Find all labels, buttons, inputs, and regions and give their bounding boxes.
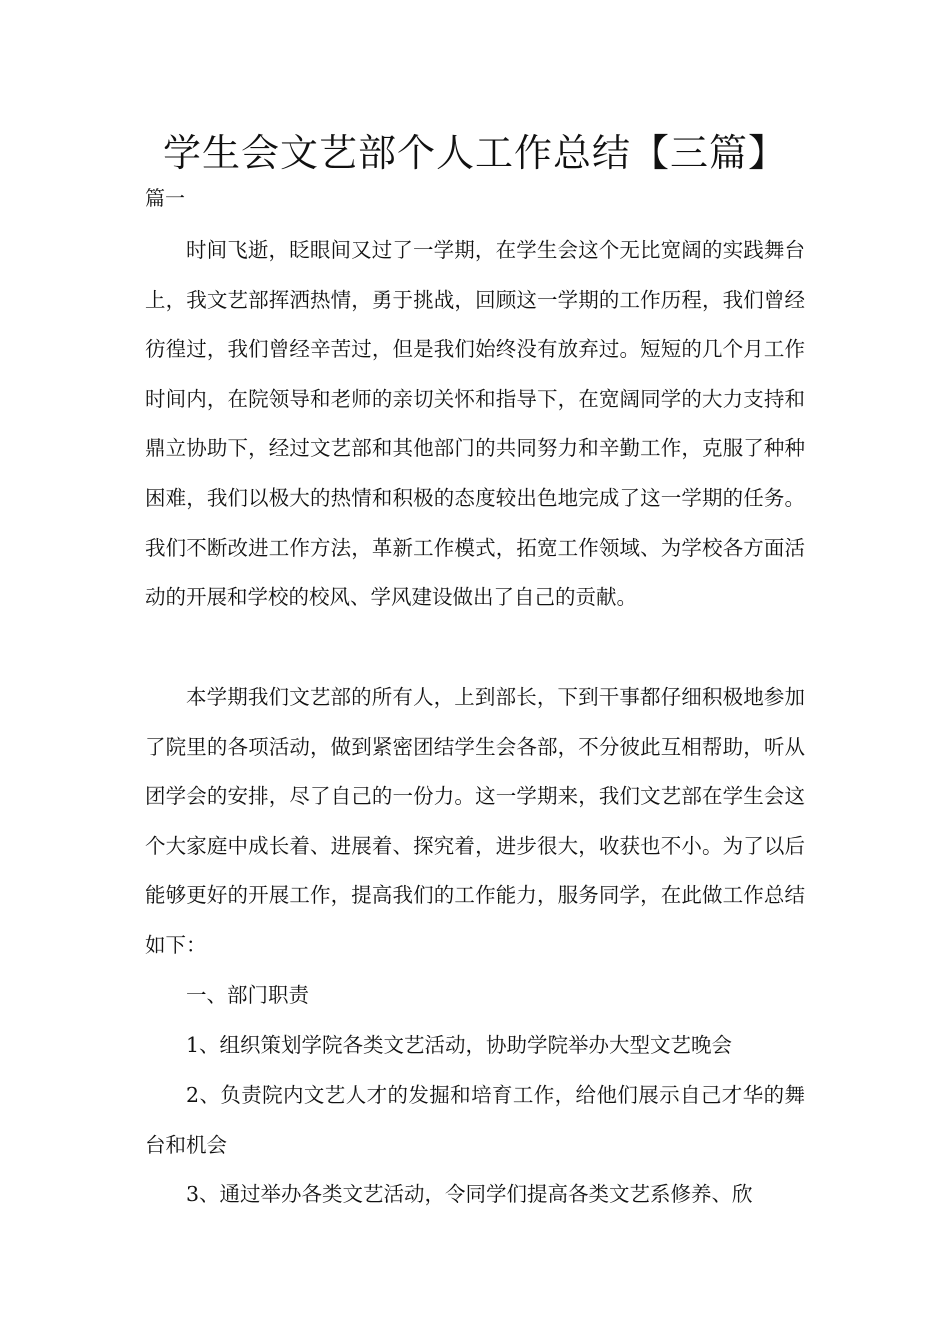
section-heading: 一、部门职责	[186, 983, 309, 1007]
document-title: 学生会文艺部个人工作总结【三篇】	[162, 131, 787, 175]
paragraph-1: 时间飞逝，眨眼间又过了一学期，在学生会这个无比宽阔的实践舞台上，我文艺部挥洒热情，勇于挑战，回顾这一学期的工作历程，我们曾经彷徨过，我们曾经辛苦过，但是我们始终没有放弃过。短短的几个月工作时间内，在院领导和老师的亲切关怀和指导下，在宽阔同学的大力支持和鼎立协助下，经过文艺部和其他部门的共同努力和辛勤工作，克服了种种困难，我们以极大的热情和积极的态度较出色地完成了这一学期的任务。我们不断改进工作方法，革新工作模式，拓宽工作领域、为学校各方面活动的开展和学校的校风、学风建设做出了自己的贡献。	[145, 238, 805, 610]
list-item: 3、通过举办各类文艺活动，令同学们提高各类文艺系修养、欣	[186, 1182, 753, 1206]
paragraph-2: 本学期我们文艺部的所有人，上到部长，下到干事都仔细积极地参加了院里的各项活动，做到紧密团结学生会各部，不分彼此互相帮助，听从团学会的安排，尽了自己的一份力。这一学期来，我们文艺部在学生会这个大家庭中成长着、进展着、探究着，进步很大，收获也不小。为了以后能够更好的开展工作，提高我们的工作能力，服务同学，在此做工作总结如下：	[145, 685, 805, 957]
section-label: 篇一	[145, 186, 185, 210]
list-item: 2、负责院内文艺人才的发掘和培育工作，给他们展示自己才华的舞台和机会	[145, 1083, 805, 1157]
list-item: 1、组织策划学院各类文艺活动，协助学院举办大型文艺晚会	[186, 1033, 733, 1057]
